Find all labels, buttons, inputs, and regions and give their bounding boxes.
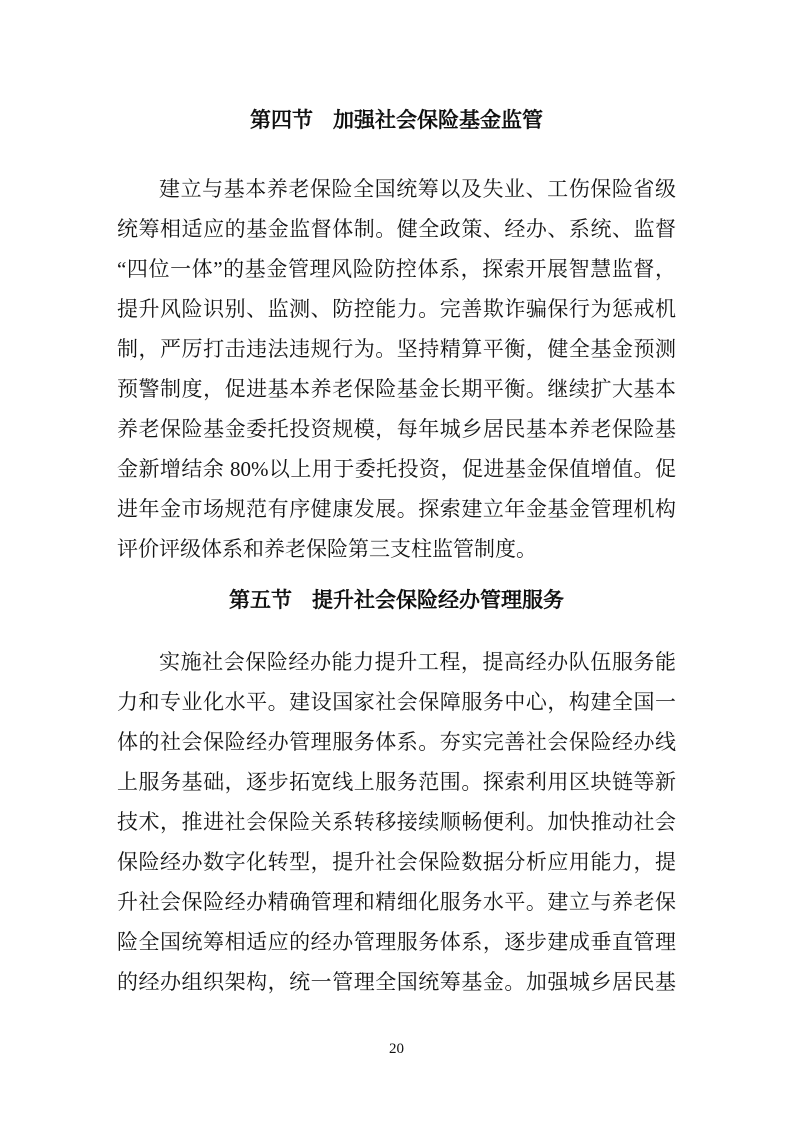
section-heading-4 (117, 106, 676, 136)
section-4-number: 第四节 (250, 109, 314, 132)
text-line: 险全国统筹相适应的经办管理服务体系，逐步建成垂直管理 (117, 930, 676, 954)
text-line: 体的社会保险经办管理服务体系。夯实完善社会保险经办线 (117, 730, 676, 754)
text-line: 建立与基本养老保险全国统筹以及失业、工伤保险省级 (159, 177, 676, 201)
text-line: 保险经办数字化转型，提升社会保险数据分析应用能力，提 (117, 850, 676, 874)
section-5-paragraph (117, 642, 676, 1002)
text-line: 力和专业化水平。建设国家社会保障服务中心，构建全国一 (117, 690, 676, 714)
text-line: 提升风险识别、监测、防控能力。完善欺诈骗保行为惩戒机 (117, 297, 676, 321)
text-line: 的经办组织架构，统一管理全国统筹基金。加强城乡居民基 (117, 970, 676, 994)
text-line: 进年金市场规范有序健康发展。探索建立年金基金管理机构 (117, 497, 676, 521)
section-4-title: 加强社会保险基金监管 (332, 109, 543, 132)
text-line: 技术，推进社会保险关系转移接续顺畅便利。加快推动社会 (117, 810, 676, 834)
page-number: 20 (389, 1041, 404, 1057)
text-line: 上服务基础，逐步拓宽线上服务范围。探索利用区块链等新 (117, 770, 676, 794)
section-heading-5 (117, 586, 676, 616)
text-line: 实施社会保险经办能力提升工程，提高经办队伍服务能 (159, 650, 676, 674)
text-line: 升社会保险经办精确管理和精细化服务水平。建立与养老保 (117, 890, 676, 914)
section-4-paragraph (117, 169, 676, 569)
text-line: 制，严厉打击违法违规行为。坚持精算平衡，健全基金预测 (117, 337, 676, 361)
text-line: “四位一体”的基金管理风险防控体系，探索开展智慧监督， (117, 257, 676, 281)
text-line: 统筹相适应的基金监督体制。健全政策、经办、系统、监督 (117, 217, 676, 241)
text-line: 金新增结余 80%以上用于委托投资，促进基金保值增值。促 (117, 457, 676, 481)
text-line: 预警制度，促进基本养老保险基金长期平衡。继续扩大基本 (117, 377, 676, 401)
page-content (0, 106, 793, 1058)
section-5-title: 提升社会保险经办管理服务 (311, 589, 564, 612)
section-5-number: 第五节 (229, 589, 293, 612)
text-line: 养老保险基金委托投资规模，每年城乡居民基本养老保险基 (117, 417, 676, 441)
text-line: 评价评级体系和养老保险第三支柱监管制度。 (117, 537, 537, 561)
